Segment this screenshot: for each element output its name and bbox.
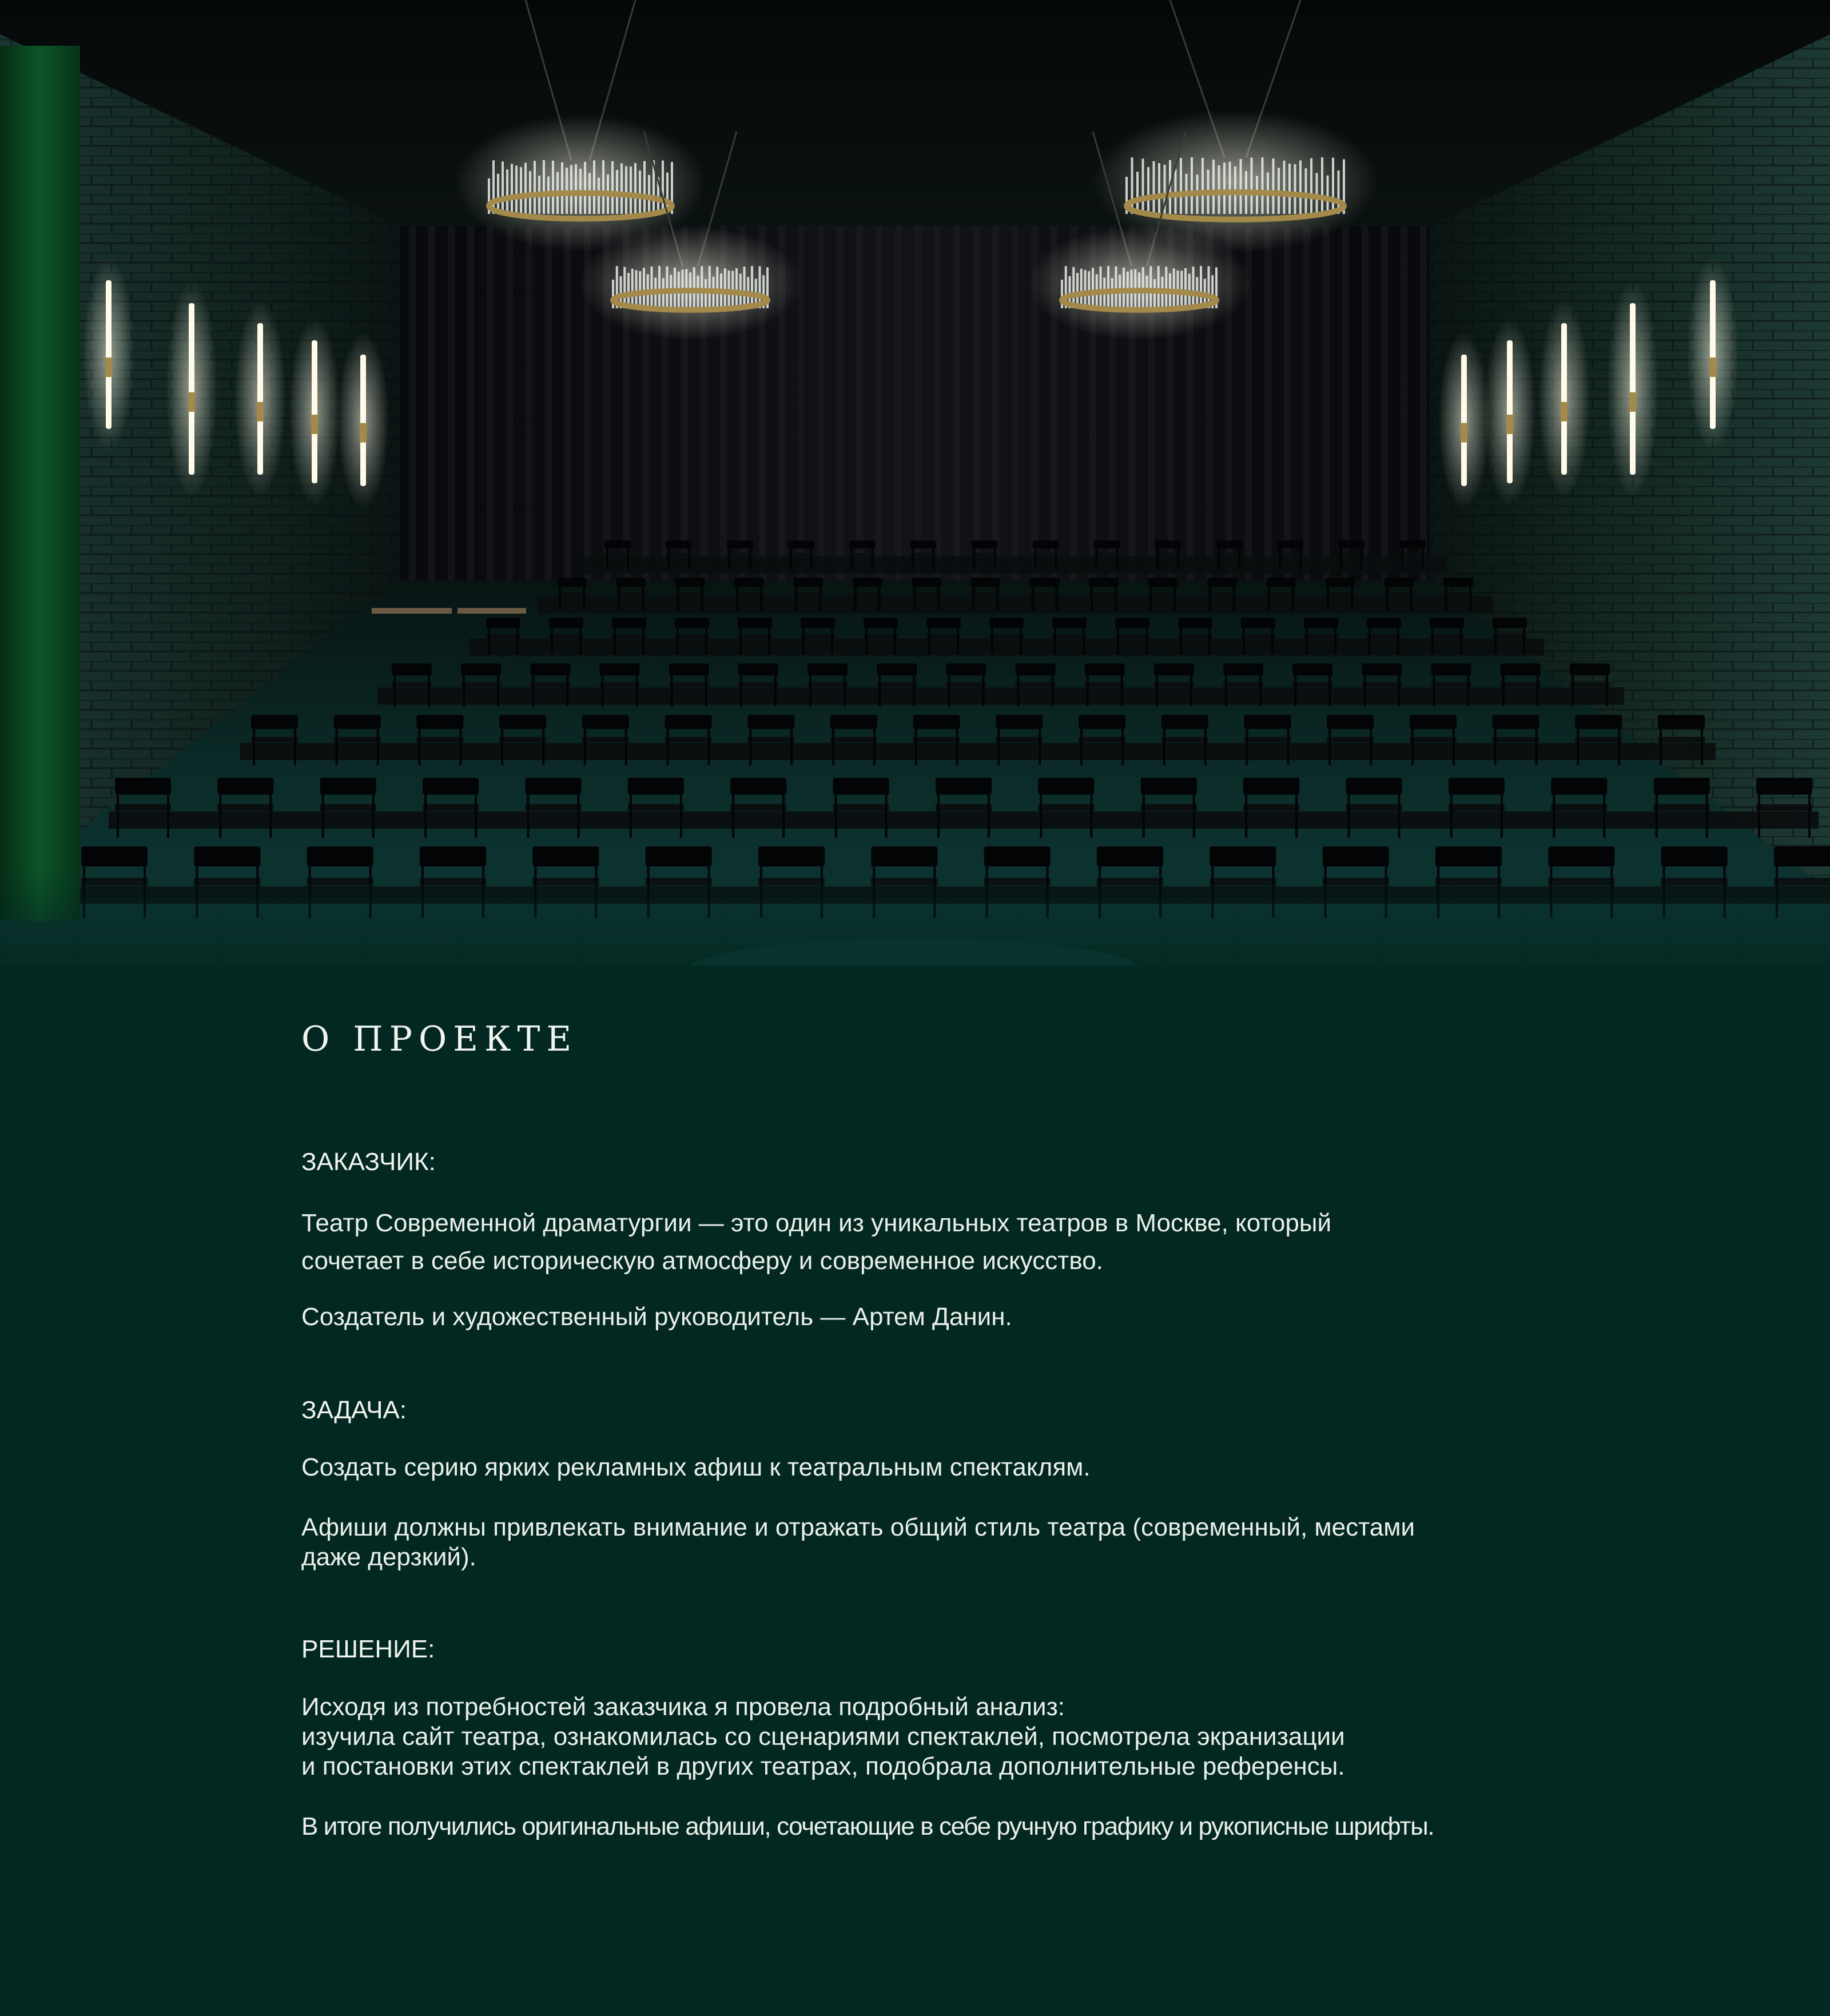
theatre-hall-illustration bbox=[0, 0, 1830, 965]
result-block bbox=[301, 1812, 1560, 1842]
solution-text-line: и постановки этих спектаклей в других театрах, подобрала дополнительные референсы. bbox=[301, 1752, 1345, 1780]
solution-label: РЕШЕНИЕ: bbox=[301, 1635, 435, 1663]
solution-text-block bbox=[301, 1692, 1560, 1782]
hero-theatre-photo bbox=[0, 0, 1830, 965]
client-director-block bbox=[301, 1302, 1560, 1332]
solution-text-line: изучила сайт театра, ознакомилась со сценариями спектаклей, посмотрела экранизации bbox=[301, 1723, 1345, 1751]
task-text-1-block bbox=[301, 1453, 1560, 1482]
section-title: О ПРОЕКТЕ bbox=[301, 1019, 578, 1059]
client-label: ЗАКАЗЧИК: bbox=[301, 1148, 436, 1176]
result-text: В итоге получились оригинальные афиши, сочетающие в себе ручную графику и рукописные шрифты. bbox=[301, 1812, 1434, 1840]
task-label: ЗАДАЧА: bbox=[301, 1396, 407, 1424]
client-director-text: Создатель и художественный руководитель — Артем Данин. bbox=[301, 1303, 1012, 1331]
solution-block bbox=[301, 1635, 1560, 1664]
client-description bbox=[301, 1204, 1560, 1280]
task-block bbox=[301, 1395, 1560, 1425]
solution-text-line: Исходя из потребностей заказчика я провела подробный анализ: bbox=[301, 1693, 1065, 1721]
client-block bbox=[301, 1147, 1560, 1177]
task-text-2-line: Афиши должны привлекать внимание и отражать общий стиль театра (современный, местами bbox=[301, 1513, 1415, 1541]
task-text-2-block bbox=[301, 1513, 1560, 1572]
task-text-2-line: даже дерзкий). bbox=[301, 1543, 476, 1571]
task-text-1: Создать серию ярких рекламных афиш к театральным спектаклям. bbox=[301, 1453, 1091, 1481]
client-text-line: Театр Современной драматургии — это один из уникальных театров в Москве, который bbox=[301, 1209, 1332, 1237]
client-text-line: сочетает в себе историческую атмосферу и современное искусство. bbox=[301, 1247, 1103, 1275]
